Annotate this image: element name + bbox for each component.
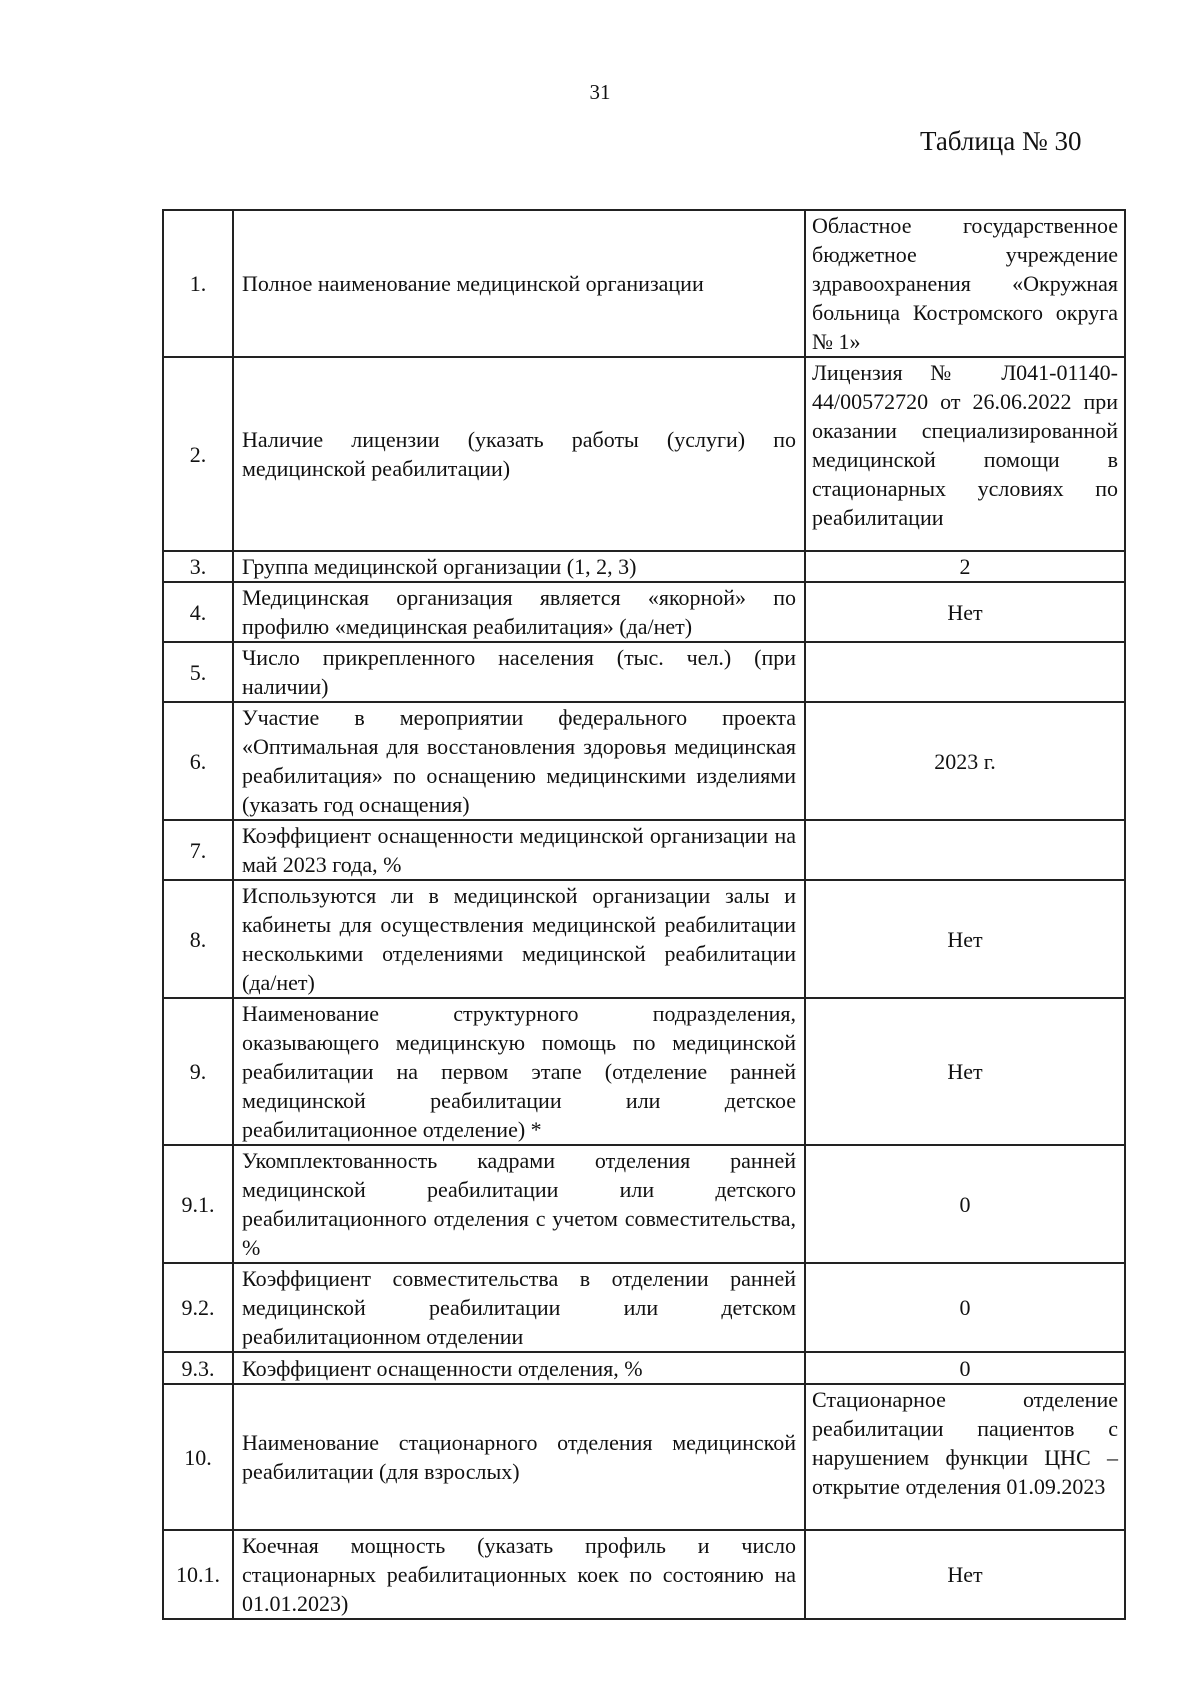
row-number: 9. — [163, 998, 233, 1145]
row-number: 4. — [163, 582, 233, 642]
row-number: 1. — [163, 210, 233, 357]
table-row — [163, 880, 1125, 998]
row-value: Нет — [805, 1530, 1125, 1619]
table-row — [163, 702, 1125, 820]
page-number: 31 — [589, 80, 611, 104]
row-description: Наименование стационарного отделения медицинской реабилитации (для взрослых) — [233, 1384, 805, 1530]
table-caption: Таблица № 30 — [920, 126, 1082, 156]
row-description: Коэффициент оснащенности медицинской организации на май 2023 года, % — [233, 820, 805, 880]
row-number: 7. — [163, 820, 233, 880]
row-number: 10.1. — [163, 1530, 233, 1619]
row-value: Нет — [805, 582, 1125, 642]
row-number: 5. — [163, 642, 233, 702]
row-value: Нет — [805, 998, 1125, 1145]
row-description: Полное наименование медицинской организации — [233, 210, 805, 357]
row-value: Нет — [805, 880, 1125, 998]
row-number: 9.1. — [163, 1145, 233, 1263]
table-row — [163, 582, 1125, 642]
row-description: Участие в мероприятии федерального проекта «Оптимальная для восстановления здоровья медицинская реабилитация» по оснащению медицинскими изделиями (указать год оснащения) — [233, 702, 805, 820]
row-description: Группа медицинской организации (1, 2, 3) — [233, 551, 805, 582]
row-value: Областное государственное бюджетное учреждение здравоохранения «Окружная больница Костромского округа № 1» — [805, 210, 1125, 357]
table-row — [163, 357, 1125, 551]
row-number: 10. — [163, 1384, 233, 1530]
row-description: Коэффициент совместительства в отделении ранней медицинской реабилитации или детском реабилитационном отделении — [233, 1263, 805, 1352]
table-row — [163, 998, 1125, 1145]
row-number: 3. — [163, 551, 233, 582]
table-row — [163, 210, 1125, 357]
info-table — [162, 209, 1126, 1620]
row-number: 6. — [163, 702, 233, 820]
table-row — [163, 1263, 1125, 1352]
row-value: 0 — [805, 1145, 1125, 1263]
row-value: 2023 г. — [805, 702, 1125, 820]
row-description: Коэффициент оснащенности отделения, % — [233, 1352, 805, 1384]
row-description: Укомплектованность кадрами отделения ранней медицинской реабилитации или детского реабилитационного отделения с учетом совместительства, % — [233, 1145, 805, 1263]
table-row — [163, 642, 1125, 702]
row-description: Коечная мощность (указать профиль и число стационарных реабилитационных коек по состоянию на 01.01.2023) — [233, 1530, 805, 1619]
row-value: Лицензия № Л041-01140-44/00572720 от 26.06.2022 при оказании специализированной медицинской помощи в стационарных условиях по реабилитации — [805, 357, 1125, 551]
row-description: Медицинская организация является «якорной» по профилю «медицинская реабилитация» (да/нет) — [233, 582, 805, 642]
table-row — [163, 1384, 1125, 1530]
row-value — [805, 820, 1125, 880]
row-number: 9.2. — [163, 1263, 233, 1352]
table-row — [163, 551, 1125, 582]
table-row — [163, 1352, 1125, 1384]
row-value: 0 — [805, 1263, 1125, 1352]
row-description: Наименование структурного подразделения, оказывающего медицинскую помощь по медицинской реабилитации на первом этапе (отделение ранней медицинской реабилитации или детское реабилитационное отделение) * — [233, 998, 805, 1145]
row-number: 8. — [163, 880, 233, 998]
table-row — [163, 820, 1125, 880]
row-value: Стационарное отделение реабилитации пациентов с нарушением функции ЦНС – открытие отделения 01.09.2023 — [805, 1384, 1125, 1530]
row-description: Число прикрепленного населения (тыс. чел.) (при наличии) — [233, 642, 805, 702]
table-row — [163, 1530, 1125, 1619]
table-row — [163, 1145, 1125, 1263]
row-number: 2. — [163, 357, 233, 551]
row-value — [805, 642, 1125, 702]
row-description: Используются ли в медицинской организации залы и кабинеты для осуществления медицинской реабилитации несколькими отделениями медицинской реабилитации (да/нет) — [233, 880, 805, 998]
row-number: 9.3. — [163, 1352, 233, 1384]
row-description: Наличие лицензии (указать работы (услуги) по медицинской реабилитации) — [233, 357, 805, 551]
row-value: 2 — [805, 551, 1125, 582]
row-value: 0 — [805, 1352, 1125, 1384]
